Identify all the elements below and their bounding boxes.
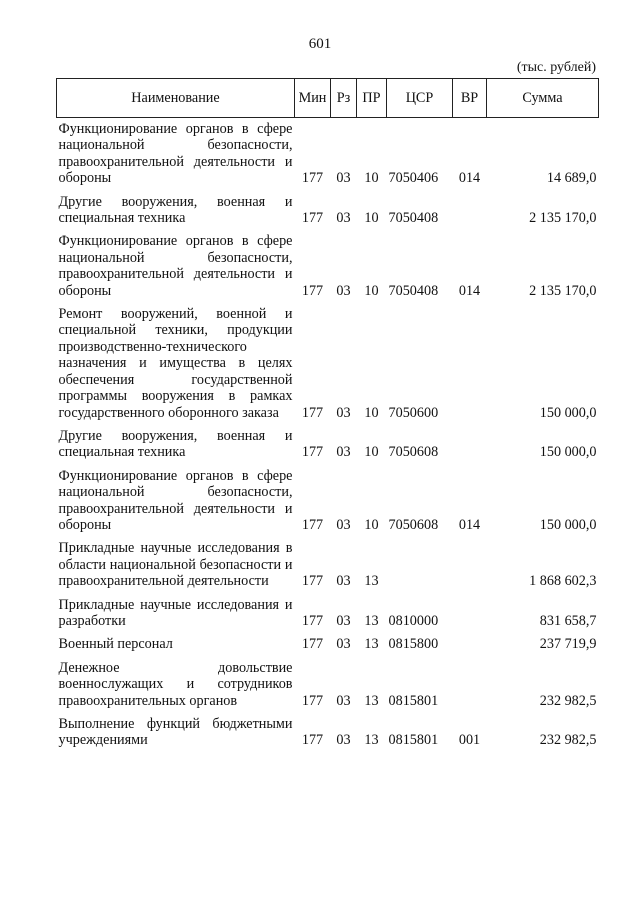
row-vr: 014: [458, 282, 481, 299]
row-sum: 150 000,0: [539, 404, 597, 421]
header-sum: Сумма: [487, 79, 599, 118]
row-csr: 7050408: [388, 282, 439, 299]
table-row: [57, 537, 599, 593]
table-row: [57, 594, 599, 634]
row-min: 177: [301, 170, 324, 187]
header-name: Наименование: [57, 79, 295, 118]
row-csr: 0810000: [388, 612, 439, 629]
row-min: 177: [301, 612, 324, 629]
row-rz: 03: [336, 732, 351, 749]
row-csr: 0815801: [388, 732, 439, 749]
row-name: Функционирование органов в сфере национальной безопасности, правоохранительной деятельности и обороны: [58, 121, 293, 187]
row-rz: 03: [336, 636, 351, 653]
row-name: Ремонт вооружений, военной и специальной техники, продукции производственно-технического назначения и имущества в целях обеспечения государственной программы вооружения в рамках государственного оборонного заказа: [58, 306, 293, 421]
row-name: Денежное довольствие военнослужащих и сотрудников правоохранительных органов: [58, 659, 293, 709]
table-row: [57, 191, 599, 231]
row-vr: [453, 594, 487, 634]
row-vr: [453, 303, 487, 425]
row-csr: 7050408: [388, 210, 439, 227]
row-rz: 03: [336, 170, 351, 187]
row-min: 177: [301, 732, 324, 749]
row-sum: 2 135 170,0: [529, 282, 597, 299]
header-rz: Рз: [331, 79, 357, 118]
row-name: Функционирование органов в сфере национальной безопасности, правоохранительной деятельности и обороны: [58, 467, 293, 533]
row-sum: 232 982,5: [539, 692, 597, 709]
row-rz: 03: [336, 612, 351, 629]
row-pr: 10: [364, 516, 379, 533]
row-pr: 13: [364, 732, 379, 749]
row-name: Другие вооружения, военная и специальная техника: [58, 193, 293, 227]
row-vr: [453, 191, 487, 231]
row-sum: 232 982,5: [539, 732, 597, 749]
row-min: 177: [301, 692, 324, 709]
row-rz: 03: [336, 282, 351, 299]
row-csr: 7050608: [388, 444, 439, 461]
table-row: [57, 230, 599, 303]
row-rz: 03: [336, 404, 351, 421]
row-name: Прикладные научные исследования и разработки: [58, 596, 293, 629]
row-vr: 001: [458, 732, 481, 749]
row-min: 177: [301, 636, 324, 653]
page-number: 601: [308, 36, 332, 52]
row-pr: 10: [364, 282, 379, 299]
row-rz: 03: [336, 573, 351, 590]
table-row: [57, 657, 599, 713]
row-vr: [453, 657, 487, 713]
row-csr: 7050600: [388, 404, 439, 421]
row-pr: 13: [364, 573, 379, 590]
header-csr: ЦСР: [387, 79, 453, 118]
header-pr: ПР: [357, 79, 387, 118]
row-pr: 10: [364, 210, 379, 227]
row-vr: [453, 633, 487, 656]
row-min: 177: [301, 404, 324, 421]
row-sum: 2 135 170,0: [529, 210, 597, 227]
row-pr: 13: [364, 636, 379, 653]
row-pr: 10: [364, 170, 379, 187]
table-row: [57, 118, 599, 191]
row-rz: 03: [336, 692, 351, 709]
row-name: Прикладные научные исследования в области национальной безопасности и правоохранительной деятельности: [58, 540, 293, 590]
row-pr: 10: [364, 404, 379, 421]
row-sum: 14 689,0: [546, 170, 597, 187]
row-pr: 13: [364, 612, 379, 629]
row-min: 177: [301, 282, 324, 299]
row-vr: 014: [458, 516, 481, 533]
row-rz: 03: [336, 210, 351, 227]
row-rz: 03: [336, 444, 351, 461]
row-name: Выполнение функций бюджетными учреждениями: [58, 716, 293, 749]
row-vr: [453, 537, 487, 593]
row-csr: 7050608: [388, 516, 439, 533]
row-vr: 014: [458, 170, 481, 187]
row-sum: 831 658,7: [539, 612, 597, 629]
row-sum: 1 868 602,3: [529, 573, 597, 590]
row-name: Военный персонал: [58, 636, 173, 653]
table-header: [57, 79, 599, 118]
row-csr: 0815800: [388, 636, 439, 653]
row-csr: [387, 537, 453, 593]
row-pr: 10: [364, 444, 379, 461]
row-sum: 150 000,0: [539, 516, 597, 533]
table-body: [57, 118, 599, 753]
budget-table: [56, 78, 599, 753]
row-csr: 0815801: [388, 692, 439, 709]
row-pr: 13: [364, 692, 379, 709]
row-min: 177: [301, 210, 324, 227]
row-min: 177: [301, 444, 324, 461]
row-name: Функционирование органов в сфере национальной безопасности, правоохранительной деятельности и обороны: [58, 233, 293, 299]
table-row: [57, 303, 599, 425]
header-min: Мин: [295, 79, 331, 118]
row-vr: [453, 425, 487, 465]
row-min: 177: [301, 516, 324, 533]
header-vr: ВР: [453, 79, 487, 118]
row-min: 177: [301, 573, 324, 590]
table-row: [57, 425, 599, 465]
table-row: [57, 465, 599, 538]
row-sum: 150 000,0: [539, 444, 597, 461]
row-csr: 7050406: [388, 170, 439, 187]
table-row: [57, 633, 599, 656]
row-rz: 03: [336, 516, 351, 533]
row-name: Другие вооружения, военная и специальная техника: [58, 427, 293, 461]
row-sum: 237 719,9: [539, 636, 597, 653]
table-row: [57, 713, 599, 753]
units-label: (тыс. рублей): [516, 60, 596, 75]
